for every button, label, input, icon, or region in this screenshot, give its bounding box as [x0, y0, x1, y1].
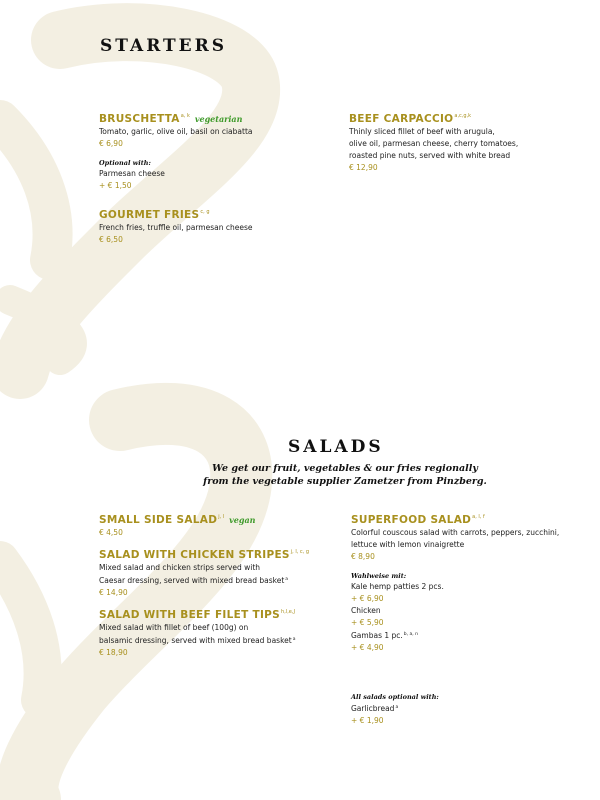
- starters-heading: STARTERS: [100, 36, 228, 56]
- allergen-codes: b, a, n: [403, 632, 418, 637]
- item-name: GOURMET FRIES: [99, 209, 200, 221]
- item-description: Tomato, garlic, olive oil, basil on ciabatta: [99, 127, 253, 136]
- option-text: Garlicbread: [351, 704, 395, 713]
- item-title: [349, 109, 589, 126]
- item-name: SMALL SIDE SALAD: [99, 514, 218, 526]
- item-title: [99, 109, 319, 126]
- item-name: BRUSCHETTA: [99, 113, 180, 125]
- menu-item-salad-beef-filet-tips: [99, 605, 339, 659]
- menu-item-gourmet-fries: [99, 205, 319, 246]
- item-title: [99, 510, 329, 527]
- item-description: Mixed salad and chicken strips served with: [99, 563, 261, 572]
- salads-heading: SALADS: [288, 437, 384, 457]
- choice-price: + € 5,90: [351, 618, 384, 627]
- allergen-codes: a: [285, 577, 289, 582]
- item-price: € 14,90: [99, 588, 128, 597]
- allergen-codes: a, l, f: [472, 514, 485, 520]
- item-title: [351, 510, 596, 527]
- item-name: BEEF CARPACCIO: [349, 113, 454, 125]
- intro-line: We get our fruit, vegetables & our fries regionally: [212, 463, 478, 474]
- allergen-codes: j, l: [218, 514, 225, 520]
- allergen-codes: a: [395, 705, 399, 710]
- option-price: + € 1,50: [99, 181, 132, 190]
- item-description: olive oil, parmesan cheese, cherry tomatoes,: [349, 139, 519, 148]
- choice-price: + € 4,90: [351, 643, 384, 652]
- item-title: [99, 205, 319, 222]
- description-text: Caesar dressing, served with mixed bread basket: [99, 576, 285, 585]
- menu-item-bruschetta: [99, 109, 319, 192]
- item-description: roasted pine nuts, served with white bread: [349, 151, 511, 160]
- menu-item-small-side-salad: [99, 510, 329, 539]
- item-name: SALAD WITH CHICKEN STRIPES: [99, 549, 290, 561]
- item-title: [99, 605, 339, 622]
- allergen-codes: a,c,g,k: [454, 113, 472, 119]
- item-price: € 8,90: [351, 552, 375, 561]
- item-price: € 4,50: [99, 528, 123, 537]
- allergen-codes: h,l,e,J: [281, 609, 295, 615]
- choice-name: Chicken: [351, 606, 381, 615]
- allergen-codes: a: [292, 637, 296, 642]
- item-description: Thinly sliced fillet of beef with arugula,: [349, 127, 495, 136]
- menu-item-superfood-salad: [351, 510, 596, 654]
- item-description: Mixed salad with fillet of beef (100g) on: [99, 623, 249, 632]
- choice-name: Kale hemp patties 2 pcs.: [351, 582, 444, 591]
- item-name: SALAD WITH BEEF FILET TIPS: [99, 609, 281, 621]
- choice-label: Wahlweise mit:: [351, 572, 407, 580]
- choice-name: [351, 629, 596, 642]
- allergen-codes: j, l, c, g: [290, 549, 310, 555]
- description-text: balsamic dressing, served with mixed bread basket: [99, 636, 292, 645]
- choice-price: + € 6,90: [351, 594, 384, 603]
- option-price: + € 1,90: [351, 716, 384, 725]
- item-description: Colorful couscous salad with carrots, peppers, zucchini,: [351, 528, 560, 537]
- allergen-codes: a, k: [180, 113, 190, 119]
- item-name: SUPERFOOD SALAD: [351, 514, 472, 526]
- vegetarian-tag: vegetarian: [194, 114, 243, 124]
- all-salads-optional: [351, 692, 551, 727]
- menu-item-beef-carpaccio: [349, 109, 589, 174]
- allergen-codes: c, g: [200, 209, 210, 215]
- optional-label: Optional with:: [99, 159, 151, 167]
- menu-item-salad-chicken-stripes: [99, 545, 339, 599]
- item-description: lettuce with lemon vinaigrette: [351, 540, 465, 549]
- item-price: € 18,90: [99, 648, 128, 657]
- optional-label: All salads optional with:: [351, 693, 439, 701]
- salads-intro: [200, 462, 490, 488]
- item-price: € 6,50: [99, 235, 123, 244]
- item-description: French fries, truffle oil, parmesan cheese: [99, 223, 253, 232]
- option-name: [351, 702, 551, 715]
- vegan-tag: vegan: [229, 515, 256, 525]
- option-name: Parmesan cheese: [99, 169, 165, 178]
- item-price: € 6,90: [99, 139, 123, 148]
- intro-line: from the vegetable supplier Zametzer from Pinzberg.: [203, 476, 487, 487]
- item-description: [99, 634, 339, 647]
- item-price: € 12,90: [349, 163, 378, 172]
- choice-text: Gambas 1 pc.: [351, 631, 403, 640]
- item-description: [99, 574, 339, 587]
- item-title: [99, 545, 339, 562]
